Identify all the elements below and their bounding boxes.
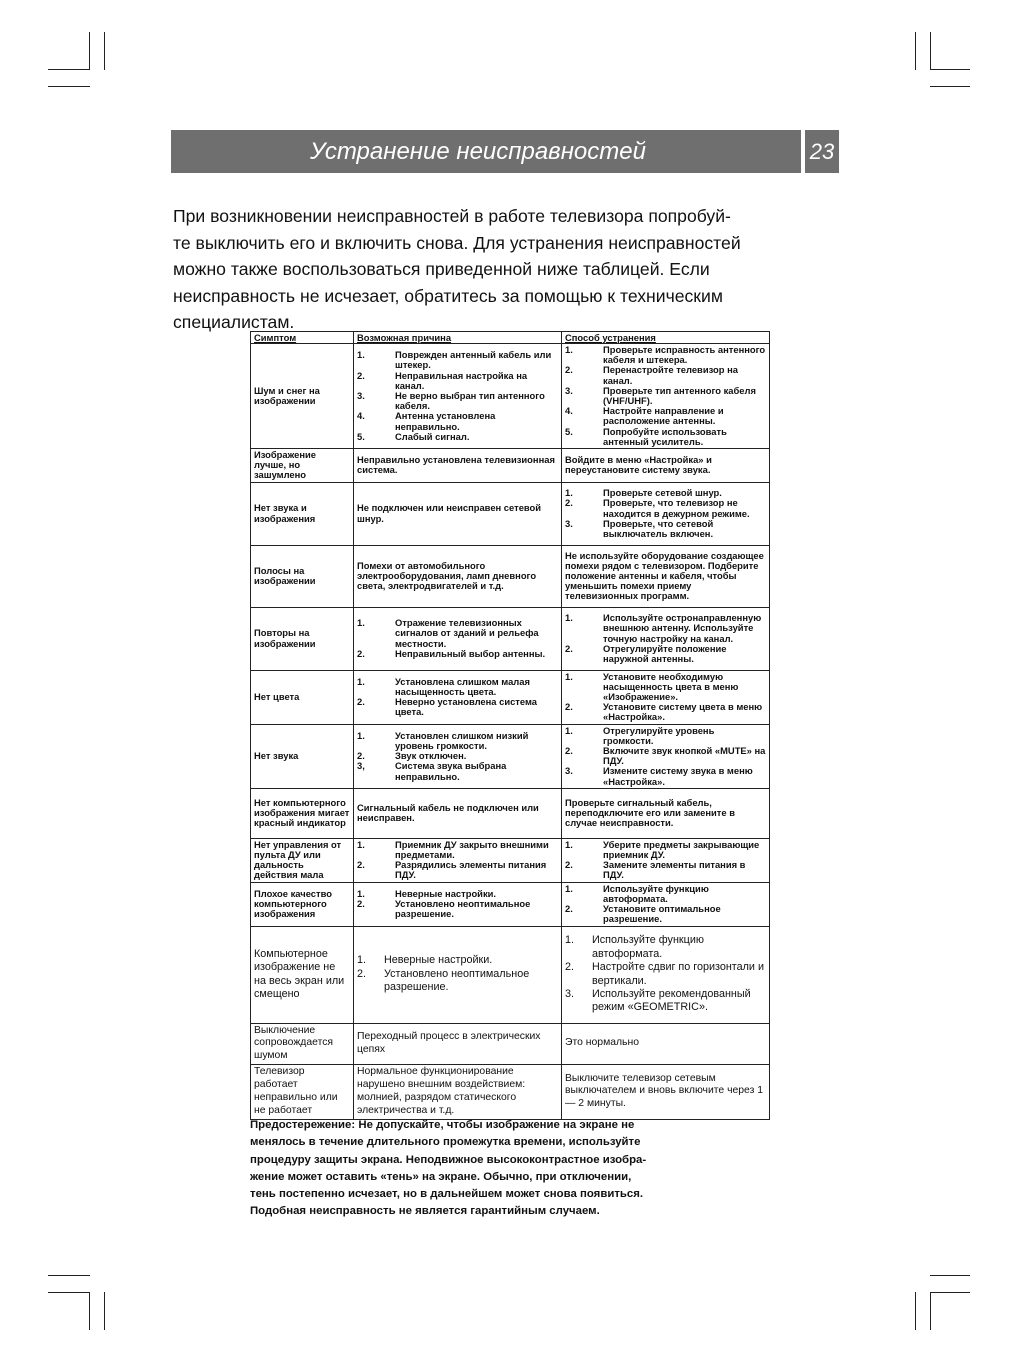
item-text: Попробуйте использовать антенный усилитель. xyxy=(603,425,727,447)
item-number: 1. xyxy=(565,670,573,682)
list-item xyxy=(565,386,766,406)
cause-cell xyxy=(354,449,562,483)
symptom-cell: Нет цвета xyxy=(251,670,354,724)
item-number: 2. xyxy=(565,701,573,713)
remedy-cell xyxy=(562,838,770,882)
warning-paragraph xyxy=(250,1117,753,1221)
item-number: 2. xyxy=(357,897,365,909)
item-number: 1. xyxy=(357,617,365,629)
item-number: 2. xyxy=(357,369,365,381)
table-row xyxy=(251,724,770,788)
item-number: 2. xyxy=(565,859,573,871)
table-row xyxy=(251,882,770,926)
crop-mark xyxy=(915,1292,916,1330)
remedy-cell xyxy=(562,482,770,545)
symptom-cell: Изображение лучше, но зашумлено xyxy=(251,449,354,483)
remedy-cell xyxy=(562,926,770,1023)
page-number-box xyxy=(805,130,839,173)
item-number: 2. xyxy=(357,647,365,659)
list-item xyxy=(357,954,558,967)
cause-cell-text: Сигнальный кабель не подключен или неисправен. xyxy=(357,802,539,824)
list-item xyxy=(565,726,766,746)
item-text: Проверьте, что сетевой выключатель включен. xyxy=(603,517,714,539)
intro-line: специалистам. xyxy=(173,312,295,332)
troubleshooting-table xyxy=(250,331,770,1120)
item-number: 2. xyxy=(565,364,573,376)
remedy-cell-text: Выключите телевизор сетевым выключателем и вновь включите через 1 — 2 минуты. xyxy=(565,1072,764,1110)
item-number: 3, xyxy=(357,760,365,772)
item-number: 2. xyxy=(565,497,573,509)
table-row xyxy=(251,670,770,724)
cause-cell-text: Неправильно установлена телевизионная система. xyxy=(357,454,555,476)
item-number: 2. xyxy=(357,750,365,762)
item-number: 1. xyxy=(357,887,365,899)
symptom-cell: Нет звука xyxy=(251,724,354,788)
remedy-cell xyxy=(562,882,770,926)
cause-cell xyxy=(354,670,562,724)
table-row xyxy=(251,788,770,838)
remedy-cell xyxy=(562,1064,770,1119)
cause-cell xyxy=(354,344,562,449)
cause-cell xyxy=(354,545,562,607)
item-text: Неверно установлена система цвета. xyxy=(395,696,538,718)
item-number: 3. xyxy=(565,987,575,1000)
cause-cell-text: Переходный процесс в электрических цепях xyxy=(357,1030,541,1055)
table-row xyxy=(251,449,770,483)
remedy-cell-text: Это нормально xyxy=(565,1037,639,1049)
item-number: 4. xyxy=(565,405,573,417)
item-number: 2. xyxy=(357,859,365,871)
item-number: 2. xyxy=(357,696,365,708)
item-text: Поврежден антенный кабель или штекер. xyxy=(395,349,552,371)
list-item xyxy=(357,391,558,411)
warning-line: процедуру защиты экрана. Неподвижное высококонтрастное изобра- xyxy=(250,1153,647,1166)
warning-line: жение может оставить «тень» на экране. Обычно, при отключении, xyxy=(250,1170,632,1183)
remedy-cell xyxy=(562,724,770,788)
item-text: Настройте сдвиг по горизонтали и вертикали. xyxy=(592,961,764,987)
cause-cell-list xyxy=(357,731,558,782)
remedy-cell-list xyxy=(565,934,766,1014)
intro-paragraph xyxy=(173,203,813,336)
warning-line: тень постепенно исчезает, но в дальнейшем может снова появиться. xyxy=(250,1188,644,1201)
item-number: 1. xyxy=(357,675,365,687)
cause-cell xyxy=(354,1064,562,1119)
item-number: 1. xyxy=(357,954,367,967)
cause-cell xyxy=(354,926,562,1023)
list-item xyxy=(565,766,766,786)
cause-cell-text: Нормальное функционирование нарушено внешним воздействием: молнией, разрядом статического электричества и т.д. xyxy=(357,1066,526,1116)
item-text: Неправильная настройка на канал. xyxy=(395,369,528,391)
item-number: 1. xyxy=(357,729,365,741)
item-number: 3. xyxy=(565,517,573,529)
item-number: 2. xyxy=(565,642,573,654)
list-item xyxy=(357,371,558,391)
remedy-cell xyxy=(562,788,770,838)
list-item xyxy=(357,860,558,880)
table-row xyxy=(251,1023,770,1064)
table-row xyxy=(251,838,770,882)
item-text: Перенастройте телевизор на канал. xyxy=(603,364,738,386)
cause-cell xyxy=(354,788,562,838)
crop-mark xyxy=(48,86,90,87)
list-item xyxy=(565,860,766,880)
warning-line: Предостережение: Не допускайте, чтобы изображение на экране не xyxy=(250,1119,635,1131)
cause-cell xyxy=(354,482,562,545)
item-text: Замените элементы питания в ПДУ. xyxy=(603,859,746,881)
crop-mark xyxy=(930,1292,970,1293)
item-number: 3. xyxy=(357,389,365,401)
list-item xyxy=(565,904,766,924)
list-item xyxy=(565,884,766,904)
list-item xyxy=(357,649,558,659)
item-text: Звук отключен. xyxy=(395,750,467,762)
item-text: Установлено неоптимальное разрешение. xyxy=(384,967,530,994)
list-item xyxy=(357,968,558,995)
item-text: Не верно выбран тип антенного кабеля. xyxy=(395,389,545,412)
list-item xyxy=(565,988,766,1015)
item-text: Проверьте тип антенного кабеля (VHF/UHF). xyxy=(603,384,756,407)
header-symptom: Симптом xyxy=(251,332,354,344)
item-number: 2. xyxy=(565,961,575,974)
cause-cell-list xyxy=(357,677,558,718)
list-item xyxy=(357,761,558,781)
remedy-cell-list xyxy=(565,488,766,539)
item-text: Система звука выбрана неправильно. xyxy=(395,760,507,782)
list-item xyxy=(565,934,766,961)
remedy-cell xyxy=(562,449,770,483)
crop-mark xyxy=(930,86,970,87)
item-number: 1. xyxy=(565,882,573,894)
remedy-cell-text: Проверьте сигнальный кабель, переподключите его или замените в случае неисправности. xyxy=(565,797,735,829)
item-text: Разрядились элементы питания ПДУ. xyxy=(395,859,547,881)
crop-mark xyxy=(930,69,970,70)
remedy-cell xyxy=(562,545,770,607)
item-number: 1. xyxy=(565,934,575,947)
item-text: Используйте функцию автоформата. xyxy=(592,934,704,960)
item-text: Слабый сигнал. xyxy=(395,430,470,442)
table-row xyxy=(251,1064,770,1119)
item-number: 2. xyxy=(357,967,367,980)
item-text: Используйте остронаправленную внешнюю антенну. Используйте точную настройку на канал. xyxy=(603,612,762,644)
remedy-cell-list xyxy=(565,345,766,447)
item-text: Проверьте сетевой шнур. xyxy=(603,487,722,499)
cause-cell xyxy=(354,724,562,788)
item-text: Неверные настройки. xyxy=(395,887,497,899)
crop-mark xyxy=(915,32,916,70)
crop-mark xyxy=(104,1292,105,1330)
item-text: Антенна установлена неправильно. xyxy=(395,410,496,432)
item-text: Отрегулируйте положение наружной антенны. xyxy=(603,642,727,664)
symptom-cell: Выключение сопровождается шумом xyxy=(251,1023,354,1064)
remedy-cell xyxy=(562,344,770,449)
page-title-bar xyxy=(171,130,801,173)
item-number: 5. xyxy=(357,430,365,442)
list-item xyxy=(357,350,558,370)
page-title: Устранение неисправностей xyxy=(310,138,646,165)
list-item xyxy=(565,746,766,766)
item-number: 1. xyxy=(565,838,573,850)
list-item xyxy=(565,365,766,385)
crop-mark xyxy=(48,1275,90,1276)
table-row xyxy=(251,482,770,545)
crop-mark xyxy=(48,69,90,70)
list-item xyxy=(565,498,766,518)
list-item xyxy=(565,427,766,447)
cause-cell xyxy=(354,882,562,926)
item-number: 2. xyxy=(565,903,573,915)
cause-cell xyxy=(354,1023,562,1064)
cause-cell xyxy=(354,838,562,882)
item-text: Установите необходимую насыщенность цвета в меню «Изображение». xyxy=(603,670,739,703)
item-text: Настройте направление и расположение антенны. xyxy=(603,405,724,427)
table-row xyxy=(251,607,770,670)
list-item xyxy=(357,618,558,649)
item-text: Неправильный выбор антенны. xyxy=(395,647,546,659)
intro-line: неисправность не исчезает, обратитесь за помощью к техническим xyxy=(173,285,723,306)
item-text: Приемник ДУ закрыто внешними предметами. xyxy=(395,838,549,861)
list-item xyxy=(565,406,766,426)
list-item xyxy=(565,961,766,988)
header-cause: Возможная причина xyxy=(354,332,562,344)
item-text: Уберите предметы закрывающие приемник ДУ. xyxy=(603,838,760,861)
crop-mark xyxy=(89,1292,90,1330)
list-item xyxy=(565,519,766,539)
item-text: Установите оптимальное разрешение. xyxy=(603,903,721,925)
item-text: Установлен слишком низкий уровень громкости. xyxy=(395,729,529,751)
symptom-cell: Плохое качество компьютерного изображения xyxy=(251,882,354,926)
item-number: 4. xyxy=(357,410,365,422)
cause-cell-list xyxy=(357,889,558,920)
warning-line: менялось в течение длительного промежутка времени, используйте xyxy=(250,1136,641,1149)
symptom-cell: Нет звука и изображения xyxy=(251,482,354,545)
list-item xyxy=(357,697,558,717)
intro-line: те выключить его и включить снова. Для устранения неисправностей xyxy=(173,232,741,253)
item-text: Проверьте исправность антенного кабеля и штекера. xyxy=(603,344,766,366)
list-item xyxy=(565,702,766,722)
item-number: 1. xyxy=(357,838,365,850)
remedy-cell-text: Не используйте оборудование создающее помехи рядом с телевизором. Подберите положение антенны и кабеля, чтобы уменьшить помехи приему телевизионных программ. xyxy=(565,549,764,602)
item-number: 2. xyxy=(565,745,573,757)
cause-cell-list xyxy=(357,618,558,659)
item-text: Установлена слишком малая насыщенность цвета. xyxy=(395,675,530,697)
item-number: 3. xyxy=(565,765,573,777)
item-text: Используйте функцию автоформата. xyxy=(603,882,709,904)
crop-mark xyxy=(930,1292,931,1330)
symptom-cell: Телевизор работает неправильно или не работает xyxy=(251,1064,354,1119)
item-text: Неверные настройки. xyxy=(384,954,493,967)
item-number: 1. xyxy=(565,724,573,736)
item-number: 1. xyxy=(565,487,573,499)
list-item xyxy=(565,672,766,703)
item-text: Отрегулируйте уровень громкости. xyxy=(603,724,715,746)
cause-cell-text: Помехи от автомобильного электрооборудования, ламп дневного света, электродвигателей и т.д. xyxy=(357,559,537,592)
page-number: 23 xyxy=(809,139,835,164)
remedy-cell-list xyxy=(565,672,766,723)
table-row xyxy=(251,344,770,449)
item-number: 1. xyxy=(565,344,573,355)
intro-line: можно также воспользоваться приведенной ниже таблицей. Если xyxy=(173,259,710,279)
item-number: 1. xyxy=(565,612,573,624)
item-text: Установите систему цвета в меню «Настройка». xyxy=(603,701,763,723)
crop-mark xyxy=(48,1292,90,1293)
cause-cell-text: Не подключен или неисправен сетевой шнур. xyxy=(357,502,542,524)
symptom-cell: Нет компьютерного изображения мигает красный индикатор xyxy=(251,788,354,838)
cause-cell-list xyxy=(357,954,558,994)
item-text: Используйте рекомендованный режим «GEOMETRIC». xyxy=(592,987,751,1014)
remedy-cell-list xyxy=(565,726,766,787)
warning-line: Подобная неисправность не является гарантийным случаем. xyxy=(250,1205,600,1218)
list-item xyxy=(357,731,558,751)
item-text: Проверьте, что телевизор не находится в дежурном режиме. xyxy=(603,497,750,519)
table-row xyxy=(251,545,770,607)
cause-cell xyxy=(354,607,562,670)
list-item xyxy=(565,613,766,644)
cause-cell-list xyxy=(357,350,558,442)
item-text: Включите звук кнопкой «MUTE» на ПДУ. xyxy=(603,745,766,767)
list-item xyxy=(357,432,558,442)
list-item xyxy=(565,345,766,365)
item-text: Отражение телевизионных сигналов от зданий и рельефа местности. xyxy=(395,617,539,649)
item-number: 1. xyxy=(357,349,365,361)
remedy-cell-list xyxy=(565,840,766,881)
remedy-cell-list xyxy=(565,613,766,664)
list-item xyxy=(565,840,766,860)
item-text: Измените систему звука в меню «Настройка». xyxy=(603,765,753,787)
crop-mark xyxy=(89,32,90,70)
item-text: Установлено неоптимальное разрешение. xyxy=(395,897,531,920)
symptom-cell: Компьютерное изображение не на весь экран или смещено xyxy=(251,926,354,1023)
list-item xyxy=(357,899,558,919)
list-item xyxy=(357,677,558,697)
crop-mark xyxy=(104,32,105,70)
remedy-cell xyxy=(562,607,770,670)
list-item xyxy=(565,644,766,664)
cause-cell-list xyxy=(357,840,558,881)
crop-mark xyxy=(930,32,931,70)
symptom-cell: Шум и снег на изображении xyxy=(251,344,354,449)
item-number: 5. xyxy=(565,425,573,437)
symptom-cell: Повторы на изображении xyxy=(251,607,354,670)
table-header-row xyxy=(251,332,770,344)
symptom-cell: Нет управления от пульта ДУ или дальность действия мала xyxy=(251,838,354,882)
table-row xyxy=(251,926,770,1023)
list-item xyxy=(357,840,558,860)
remedy-cell-list xyxy=(565,884,766,925)
crop-mark xyxy=(930,1275,970,1276)
remedy-cell xyxy=(562,670,770,724)
item-number: 3. xyxy=(565,384,573,396)
header-remedy: Способ устранения xyxy=(562,332,770,344)
symptom-cell: Полосы на изображении xyxy=(251,545,354,607)
list-item xyxy=(357,411,558,431)
remedy-cell xyxy=(562,1023,770,1064)
intro-line: При возникновении неисправностей в работе телевизора попробуй- xyxy=(173,206,731,226)
remedy-cell-text: Войдите в меню «Настройка» и переустановите систему звука. xyxy=(565,454,712,476)
